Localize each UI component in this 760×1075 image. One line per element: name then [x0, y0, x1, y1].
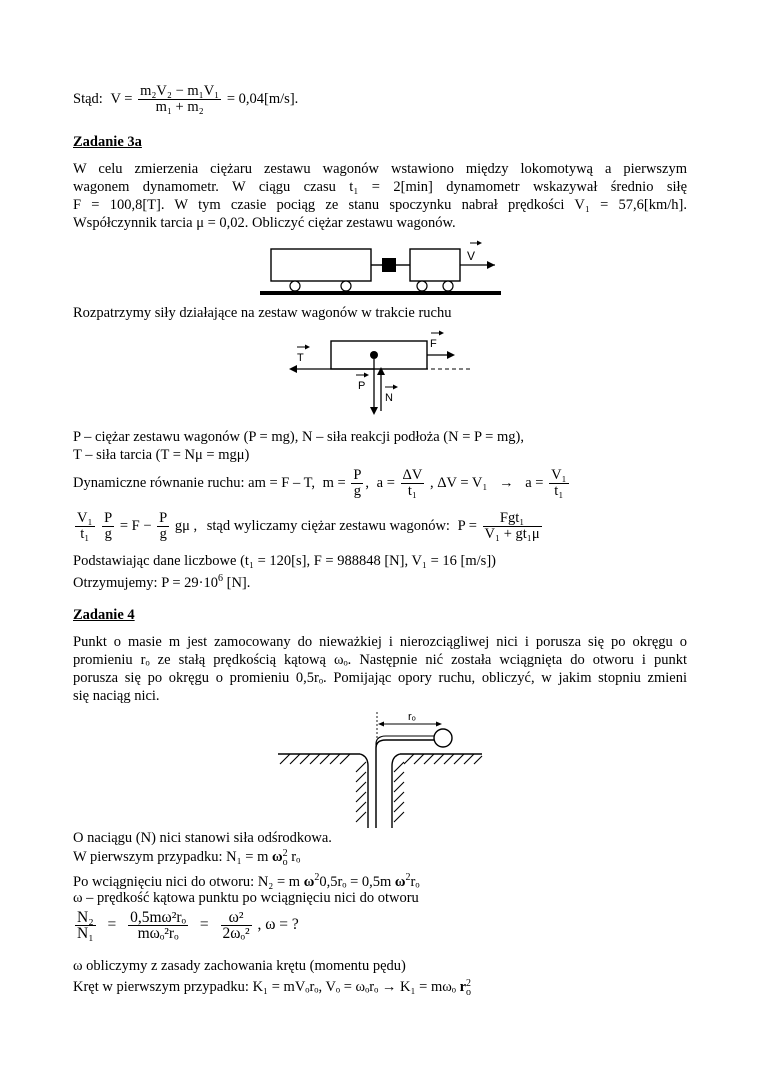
hole-figure [268, 708, 488, 830]
wagon-wheel-right [341, 281, 351, 291]
top-equation [73, 84, 298, 115]
substitution: Podstawiając dane liczbowe (t₁ = 120[s], F = 988848 [N], V₁ = 16 [m/s]) [73, 553, 496, 569]
mass-center [370, 351, 378, 359]
weight-label: P [358, 380, 366, 392]
eq2-final-den: V₁ + gt₁μ [484, 526, 540, 542]
result-pre: Otrzymujemy: P = 29·10 [73, 574, 218, 591]
result-exp: 6 [217, 573, 223, 584]
sol2-pre: W pierwszym przypadku: N₁ = m [73, 849, 269, 865]
ratio-den-2: mωₒ²rₒ [137, 925, 179, 942]
v-result: = 0,04[m/s] [226, 90, 295, 107]
v-fraction [138, 84, 221, 115]
v-lhs: V = [110, 90, 133, 107]
z4-line-2: promieniu rₒ ze stałą prędkością kątową ωₒ. Następnie nić została wciągnięta do otworu i punkt [73, 652, 687, 668]
eq2-gmu: gμ , [174, 517, 198, 534]
eq2-final-fraction [483, 511, 542, 542]
m-frac-den: g [353, 483, 361, 499]
eq2-frac-v1t1 [75, 511, 95, 542]
ground [260, 291, 501, 295]
sol6-r: r [459, 979, 467, 995]
a-fraction [401, 468, 425, 499]
z3a-line-2: wagonem dynamometr. W ciągu czasu t₁ = 2[min] dynamometr wskazywał średnio siłę [73, 179, 687, 195]
ratio-num-2: 0,5mω²rₒ [130, 909, 187, 926]
mass-point [434, 729, 452, 747]
z4-sol-5: ω obliczymy z zasady zachowania krętu (momentu pędu) [73, 958, 406, 974]
train-figure [258, 236, 503, 298]
definition-1: P – ciężar zestawu wagonów (P = mg), N – siła reakcji podłoża (N = P = mg), [73, 429, 524, 445]
m-eq: m = [322, 474, 346, 491]
dynamometer [382, 258, 396, 272]
ratio-n1: N₁ [77, 925, 94, 942]
sol3-omega-1: ω [303, 873, 315, 890]
ratio-eq-2: = [199, 916, 209, 934]
z3a-line-4: Współczynnik tarcia μ = 0,02. Obliczyć ciężar zestawu wagonów. [73, 215, 456, 231]
locomotive-body [410, 249, 460, 281]
dv-eq: , ΔV = V₁ [429, 474, 488, 491]
weight-equation [73, 511, 544, 542]
sol3-post: rₒ [410, 873, 420, 890]
a2-frac-num: V₁ [551, 467, 567, 483]
sol2-sub: o [282, 856, 288, 868]
ratio-tail: , ω = ? [257, 916, 299, 934]
sol3-omega-2: ω [394, 873, 406, 890]
heading-zadanie-4: Zadanie 4 [73, 607, 135, 623]
ratio-n2-n1 [75, 910, 96, 941]
ratio-n2: N₂ [77, 909, 94, 926]
block [331, 341, 427, 369]
ratio-eq-1: = [107, 916, 117, 934]
z4-sol-3: Po wciągnięciu nici do otworu: N₂ = m $\omega^20,5r_o = 0,5m$ $\omega^2r_o$ [73, 872, 420, 890]
eq2-mid: = F − [119, 517, 152, 534]
z4-ratio [73, 910, 299, 941]
force-label: F [430, 338, 437, 350]
eq2-p: P [104, 510, 113, 526]
normal-label: N [385, 392, 393, 404]
eq2-frac-pg2 [157, 511, 169, 542]
hatching [280, 754, 482, 822]
a-eq-2: a = [525, 474, 544, 491]
eq2-g2: g [159, 526, 167, 542]
wagon-wheel-left [290, 281, 300, 291]
loco-wheel-left [417, 281, 427, 291]
sol3-pre: Po wciągnięciu nici do otworu: N₂ = m [73, 873, 301, 890]
sol3-mid: 0,5rₒ = 0,5m [319, 873, 392, 890]
radius-label: rₒ [408, 711, 416, 723]
sol6-sub: o [466, 986, 472, 998]
ratio-simplified [221, 910, 252, 941]
eq2-p2: P [159, 510, 168, 526]
heading-zadanie-3a: Zadanie 3a [73, 134, 142, 150]
eq2-P: P = [457, 517, 477, 534]
a-eq: a = [376, 474, 395, 491]
comma: , [365, 474, 370, 491]
v-numerator: m₂V₂ − m₁V₁ [140, 83, 220, 99]
ratio-expanded [128, 910, 188, 941]
forces-intro: Rozpatrzymy siły działające na zestaw wagonów w trakcie ruchu [73, 305, 452, 321]
loco-wheel-right [443, 281, 453, 291]
sol2-sup: 2 [282, 847, 288, 859]
string [376, 740, 436, 828]
a-frac-den: t₁ [407, 483, 417, 499]
z4-sol-1: O naciągu (N) nici stanowi siła odśrodkowa. [73, 830, 332, 846]
z4-line-1: Punkt o masie m jest zamocowany do nieważkiej i nierozciągliwej nici i porusza się po okręgu o [73, 634, 687, 650]
eq2-t1: t₁ [80, 526, 90, 542]
definition-2: T – siła tarcia (T = Nμ = mgμ) [73, 447, 250, 463]
wagon-body [271, 249, 371, 281]
forces-figure [283, 325, 478, 417]
z4-sol-6 [73, 978, 471, 997]
friction-label: T [297, 352, 304, 364]
z3a-line-1: W celu zmierzenia ciężaru zestawu wagonów wstawiono między lokomotywą a pierwszym [73, 161, 687, 177]
z4-sol-2 [73, 848, 300, 867]
v-denominator: m₁ + m₂ [155, 99, 204, 115]
eq2-text: stąd wyliczamy ciężar zestawu wagonów: [206, 517, 450, 534]
m-fraction [351, 468, 363, 499]
z4-sol-4: ω – prędkość kątowa punktu po wciągnięciu nici do otworu [73, 890, 419, 906]
ratio-den-3: 2ωₒ² [222, 925, 250, 942]
eq2-g: g [104, 526, 112, 542]
sol2-post: rₒ [287, 849, 301, 865]
dynamic-text: Dynamiczne równanie ruchu: am = F – T, [73, 474, 315, 491]
a-frac-num: ΔV [402, 467, 423, 483]
z3a-line-3: F = 100,8[T]. W tym czasie pociąg ze stanu spoczynku nabrał prędkości V₁ = 57,6[km/h]. [73, 197, 687, 213]
z4-line-4: się naciąg nici. [73, 688, 160, 704]
stad-label: Stąd: [73, 90, 103, 107]
eq2-final-num: Fgt₁ [483, 511, 542, 527]
end-dot: . [294, 90, 299, 107]
a2-fraction [549, 468, 569, 499]
ratio-num-3: ω² [221, 910, 252, 926]
eq2-frac-pg [102, 511, 114, 542]
sol6-sup: 2 [466, 977, 472, 989]
arrow: → [499, 474, 514, 491]
m-frac-num: P [353, 467, 362, 483]
result [73, 570, 250, 592]
eq2-v1: V₁ [77, 510, 93, 526]
a2-frac-den: t₁ [554, 483, 564, 499]
sol6-pre: Kręt w pierwszym przypadku: K₁ = mVₒrₒ, Vₒ = ωₒrₒ → K₁ = mωₒ [73, 979, 460, 995]
sol2-omega: ω [272, 849, 283, 865]
z4-line-3: porusza się po okręgu o promieniu 0,5rₒ. Pomijając opory ruchu, obliczyć, w jakim stopniu zmieni [73, 670, 687, 686]
dynamic-equation [73, 468, 571, 499]
result-post: [N]. [222, 574, 251, 591]
velocity-label: V [467, 249, 476, 263]
